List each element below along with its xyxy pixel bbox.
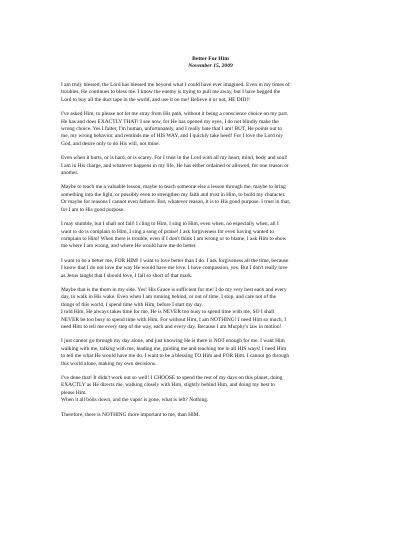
text-line: I know that I do not love the way He would have me love. I have compassion, yes. But I don't really love bbox=[61, 265, 288, 272]
text-line: I told Him, He always takes time for me, He is NEVER too busy to spend time with me, SO I shall bbox=[61, 309, 275, 316]
text-line: I've done that! It didn't work out so well! I CHOOSE to spend the rest of my days on this planet, doing bbox=[61, 375, 283, 381]
document-date: November 15, 2009 bbox=[188, 63, 233, 69]
text-line: need Him to tell me every step of the way, each and every day. Because I am Murphy's law in motion! bbox=[61, 323, 282, 330]
paragraph bbox=[61, 82, 360, 104]
text-line: complain to Him! When there is trouble, even if I don't think I am wrong or to blame, I ask Him to show bbox=[61, 235, 287, 242]
text-line: I may stumble, but I shall not fall! I cling to Him, I sing to Him, even when, no especially when, all I bbox=[61, 221, 279, 228]
text-line: as Jesus taught that I should love, I fall so short of that mark. bbox=[61, 272, 193, 279]
text-line: please Him. bbox=[61, 389, 87, 396]
text-line: day, to walk in His wake. Even when I am running behind, or out of time, I stop, and care not of the bbox=[61, 294, 277, 301]
text-line: me where I am wrong, and where He would have me do better. bbox=[61, 243, 197, 250]
text-line: wrong choice. Yes I falter, I'm human, unfortunately, and I really hate that I am! BUT, He points out to bbox=[61, 126, 283, 133]
text-line: Maybe to teach me a valuable lesson, maybe to teach someone else a lesson through me, maybe to bring bbox=[61, 184, 286, 191]
document-body bbox=[61, 82, 360, 419]
document-title: Better For Him bbox=[192, 56, 229, 62]
paragraph bbox=[61, 221, 360, 251]
paragraph bbox=[61, 338, 360, 368]
text-line: Therefore, there is NOTHING more important to me, than HIM. bbox=[61, 411, 200, 418]
paragraph bbox=[61, 375, 360, 405]
text-line: this world alone, making my own decisions. bbox=[61, 360, 157, 367]
text-line: When it all boils down, and the vapor is gone, what is left? Nothing. bbox=[61, 397, 209, 404]
text-line: Or maybe for reasons I cannot even fathom. But, whatever reason, it is to His good purpose. I trust in that, bbox=[61, 199, 291, 206]
text-line: I've asked Him, to please not let me stray from His path, without it being a conscience choice on my part. bbox=[61, 111, 289, 118]
text-line: something into the light, or possibly even to strengthen my faith and trust in Him, to build my character. bbox=[61, 191, 286, 198]
text-line: Lord to buy all the duct tape in the world, and use it on me! Believe it or not, HE DID!! bbox=[61, 96, 250, 103]
text-line: I just cannot go through my day alone, and just knowing He is there is NOT enough for me. I want Him bbox=[61, 338, 285, 345]
text-line: NEVER be too busy to spend time with Him. For without Him, I am NOTHING! I need Him so much, I bbox=[61, 316, 287, 323]
text-line: God, and desire only to do His will, not mine. bbox=[61, 140, 160, 147]
text-line: walking with me, talking with me, leading me, guiding me and teaching me in all HIS ways! I need Him bbox=[61, 345, 287, 352]
text-line: I am in His charge, and whatever happens in my life, He has either ordained or allowed, for one reason or bbox=[61, 162, 289, 169]
text-line: for I am to His good purpose. bbox=[61, 206, 125, 213]
text-line: Maybe that is the thorn in my side. Yes! His Grace is sufficient for me! I do my very best each and every bbox=[61, 286, 287, 293]
text-line: I want to be a better me, FOR HIM! I want to love better than I do. I ask forgiveness all the time, because bbox=[61, 257, 289, 264]
paragraph bbox=[61, 287, 360, 331]
text-line: things of this world, I spend time with Him, before I start my day. bbox=[61, 301, 203, 308]
text-line: another. bbox=[61, 170, 79, 177]
text-line: EXACTLY as He directs me, walking closely with Him, slightly behind Him, and doing my best to bbox=[61, 382, 275, 389]
paragraph bbox=[61, 258, 360, 280]
text-line: Even when it hurts, or is hard, or is scarey. For I trust in the Lord with all my heart, mind, body and soul! bbox=[61, 155, 288, 162]
text-line: I am truly blessed, the Lord has blessed me beyond what I could have ever imagined. Even in my times of bbox=[61, 82, 290, 88]
paragraph bbox=[61, 155, 360, 177]
text-line: He has and does EXACTLY THAT! I see now, for He has opened my eyes, I do not blindly make the bbox=[61, 118, 279, 125]
text-line: me, my wrong behavior, and reminds me of HIS WAY, and I quickly take heed! For I love the Lord my bbox=[61, 133, 283, 140]
text-line: troubles, He continues to bless me. I know the enemy is trying to pull me away, but I have begged the bbox=[61, 89, 281, 96]
text-line: want to do is complain to Him, I sing a song of praise! I ask forgiveness for even having wanted to bbox=[61, 228, 274, 235]
text-line: to tell me what He would have me do. I want to be a blessing TO Him and FOR Him. I cannot go through bbox=[61, 353, 290, 360]
paragraph bbox=[61, 111, 360, 148]
paragraph bbox=[61, 412, 360, 419]
paragraph bbox=[61, 184, 360, 214]
